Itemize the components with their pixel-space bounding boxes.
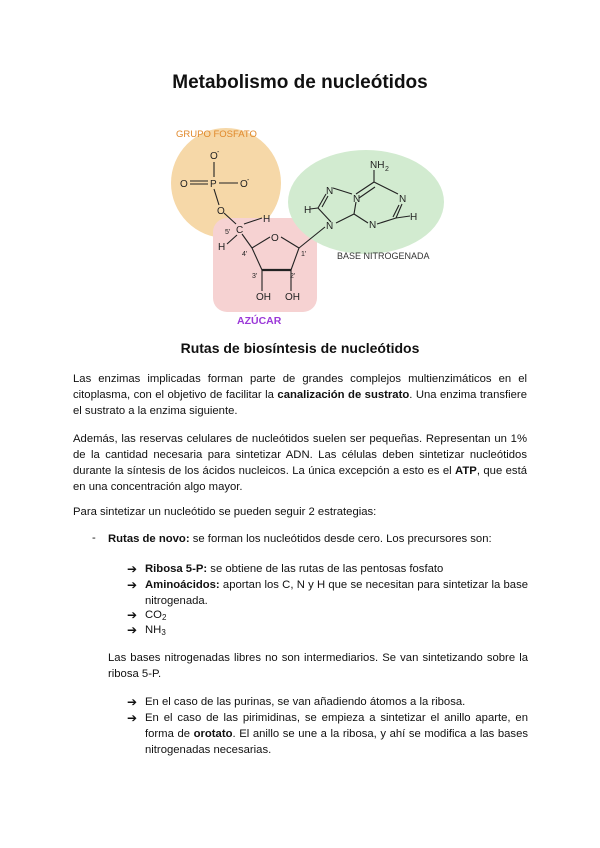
arrow-icon: ➔ xyxy=(127,623,138,637)
atom-n-glyco: N xyxy=(326,221,334,232)
paragraph-2 xyxy=(73,431,527,495)
c5-label: 5' xyxy=(225,229,231,236)
precursor-nh3-text: NH xyxy=(145,624,162,636)
precursor-aminoacidos-bold: Aminoácidos: xyxy=(145,579,220,591)
case-purinas: En el caso de las purinas, se van añadiendo átomos a la ribosa. xyxy=(145,696,466,708)
paragraph-2-bold: ATP xyxy=(455,465,477,477)
atom-o-top-charge: - xyxy=(217,149,220,156)
paragraph-1 xyxy=(73,371,527,419)
c2-label: 2' xyxy=(290,273,296,280)
precursor-co2-text: CO xyxy=(145,609,162,621)
atom-n-left: N xyxy=(353,194,361,205)
atom-o-top: O xyxy=(210,151,218,162)
paragraph-1-bold: canalización de sustrato xyxy=(277,389,410,401)
precursor-nh3 xyxy=(145,622,166,641)
arrow-icon: ➔ xyxy=(127,695,138,709)
precursor-ribosa-text: se obtiene de las rutas de las pentosas fosfato xyxy=(207,563,444,575)
paragraph-3: Para sintetizar un nucleótido se pueden seguir 2 estrategias: xyxy=(73,506,377,518)
page-title: Metabolismo de nucleótidos xyxy=(172,72,428,93)
atom-n-right: N xyxy=(399,194,407,205)
sugar-label: AZÚCAR xyxy=(237,315,282,327)
paragraph-1-text-a: Las enzimas implicadas forman parte de grandes complejos multienzimáticos en el citoplasma, con el objetivo de facilitar la xyxy=(73,373,527,401)
c4-label: 4' xyxy=(242,251,248,258)
atom-n-top: N xyxy=(326,186,334,197)
base-label: BASE NITROGENADA xyxy=(337,251,430,261)
paragraph-1-text-b: . Una enzima transfiere el sustrato a la enzima siguiente. xyxy=(73,389,527,417)
precursor-co2-sub: 2 xyxy=(161,613,167,622)
arrow-icon: ➔ xyxy=(127,562,138,576)
atom-o-link: O xyxy=(217,206,225,217)
list-dash: - xyxy=(92,532,96,544)
nucleotide-diagram xyxy=(0,110,600,340)
case-pirimidinas-bold: orotato xyxy=(193,728,233,740)
precursor-ribosa xyxy=(145,561,528,577)
atom-oh2: OH xyxy=(285,292,300,303)
case-pirimidinas xyxy=(145,710,528,758)
paragraph-2-text-b: , que está en una concentración algo mayor. xyxy=(73,465,527,493)
case-pirimidinas-text-b: . El anillo se une a la ribosa, y ahí se modifica a las bases nitrogenadas necesarias. xyxy=(145,728,528,756)
atom-n-bottom: N xyxy=(369,220,377,231)
atom-h-base-left: H xyxy=(304,205,312,216)
phosphate-label: GRUPO FOSFATO xyxy=(176,129,257,140)
atom-ring-o: O xyxy=(271,233,279,244)
strategy-de-novo-text: se forman los nucleótidos desde cero. Los precursores son: xyxy=(189,533,492,545)
precursor-aminoacidos-text: aportan los C, N y H que se necesitan para sintetizar la base nitrogenada. xyxy=(145,579,528,607)
atom-nh2-sub: 2 xyxy=(385,166,389,173)
atom-c5: C xyxy=(236,225,244,236)
atom-h-base-right: H xyxy=(410,212,418,223)
atom-h-top: H xyxy=(263,214,271,225)
atom-o-right: O xyxy=(240,179,248,190)
precursor-nh3-sub: 3 xyxy=(161,628,166,637)
precursor-aminoacidos xyxy=(145,577,528,609)
precursor-ribosa-bold: Ribosa 5-P: xyxy=(145,563,208,575)
arrow-icon: ➔ xyxy=(127,711,138,725)
atom-o-right-charge: - xyxy=(247,177,250,184)
arrow-icon: ➔ xyxy=(127,578,138,592)
c1-label: 1' xyxy=(301,251,307,258)
section-title: Rutas de biosíntesis de nucleótidos xyxy=(180,340,420,356)
strategy-de-novo-bold: Rutas de novo: xyxy=(108,533,190,545)
atom-p: P xyxy=(210,179,217,190)
atom-oh1: OH xyxy=(256,292,271,303)
atom-o-left: O xyxy=(180,179,188,190)
atom-h-left: H xyxy=(218,242,226,253)
paragraph-4: Las bases nitrogenadas libres no son intermediarios. Se van sintetizando sobre la ribosa 5-P. xyxy=(108,652,528,680)
atom-nh2: NH xyxy=(370,160,385,171)
strategy-de-novo xyxy=(108,531,528,547)
case-pirimidinas-text-a: En el caso de las pirimidinas, se empieza a sintetizar el anillo aparte, en forma de xyxy=(145,712,528,740)
paragraph-2-text-a: Además, las reservas celulares de nucleótidos suelen ser pequeñas. Representan un 1% de la cantidad necesaria para sintetizar ADN. Las células deben sintetizar nucleótidos durante la síntesis de los ácidos nucleicos. La única excepción a esto es el xyxy=(73,433,527,477)
arrow-icon: ➔ xyxy=(127,608,138,622)
c3-label: 3' xyxy=(252,273,258,280)
